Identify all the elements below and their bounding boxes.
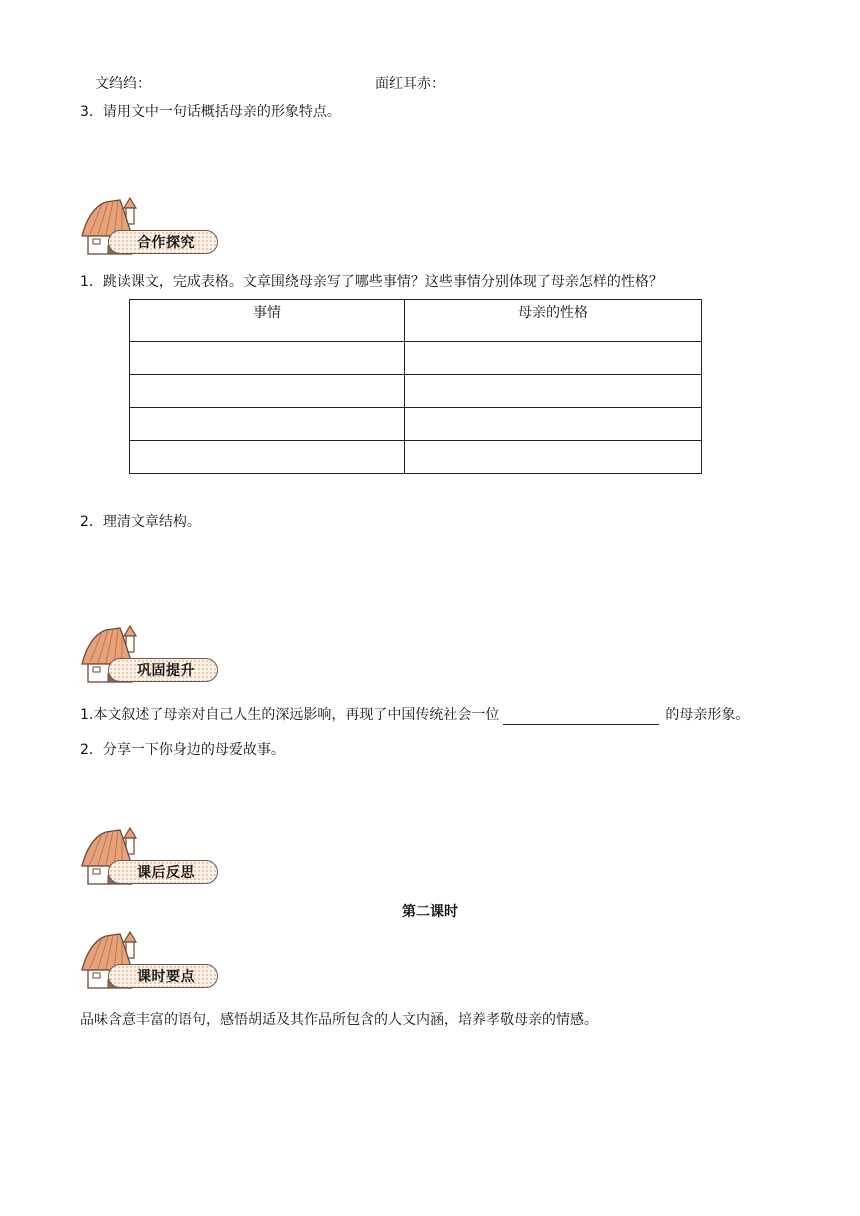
question-1-text-before: 1.本文叙述了母亲对自己人生的深远影响，再现了中国传统社会一位	[80, 707, 500, 723]
table-row	[130, 342, 702, 375]
section-heading-cooperate	[80, 196, 230, 256]
section-heading-reflect	[80, 826, 230, 886]
question-1-text-after: 的母亲形象。	[665, 707, 750, 723]
table-cell-event[interactable]	[130, 408, 405, 441]
table-row	[130, 441, 702, 474]
keypoints-body: 品味含意丰富的语句，感悟胡适及其作品所包含的人文内涵，培养孝敬母亲的情感。	[80, 1012, 598, 1028]
section-title: 课时要点	[137, 969, 195, 985]
question-2-structure: 2．理清文章结构。	[80, 514, 201, 530]
question-2-share-story: 2．分享一下你身边的母爱故事。	[80, 742, 285, 758]
fill-in-blank[interactable]	[503, 708, 659, 725]
term-mianhongerchi: 面红耳赤：	[375, 76, 445, 92]
table-cell-event[interactable]	[130, 342, 405, 375]
section-title: 巩固提升	[137, 663, 195, 679]
question-1-fill-blank	[80, 705, 749, 725]
section-heading-keypoints	[80, 930, 230, 990]
section-title: 课后反思	[137, 865, 195, 881]
table-header-personality: 母亲的性格	[405, 300, 702, 342]
table-header-events: 事情	[130, 300, 405, 342]
table-row	[130, 375, 702, 408]
events-personality-table	[129, 299, 702, 474]
question-1-table-task: 1．跳读课文，完成表格。文章围绕母亲写了哪些事情？这些事情分别体现了母亲怎样的性格？	[80, 274, 663, 290]
section-title: 合作探究	[137, 235, 195, 251]
term-wenzhouzhou: 文绉绉：	[95, 76, 151, 92]
table-cell-personality[interactable]	[405, 375, 702, 408]
table-cell-personality[interactable]	[405, 441, 702, 474]
table-cell-personality[interactable]	[405, 408, 702, 441]
question-3-mother-image: 3．请用文中一句话概括母亲的形象特点。	[80, 104, 341, 120]
table-cell-event[interactable]	[130, 375, 405, 408]
table-cell-personality[interactable]	[405, 342, 702, 375]
lesson-2-heading: 第二课时	[402, 904, 458, 920]
table-row	[130, 408, 702, 441]
table-header-row	[130, 300, 702, 342]
table-cell-event[interactable]	[130, 441, 405, 474]
section-heading-consolidate	[80, 624, 230, 684]
